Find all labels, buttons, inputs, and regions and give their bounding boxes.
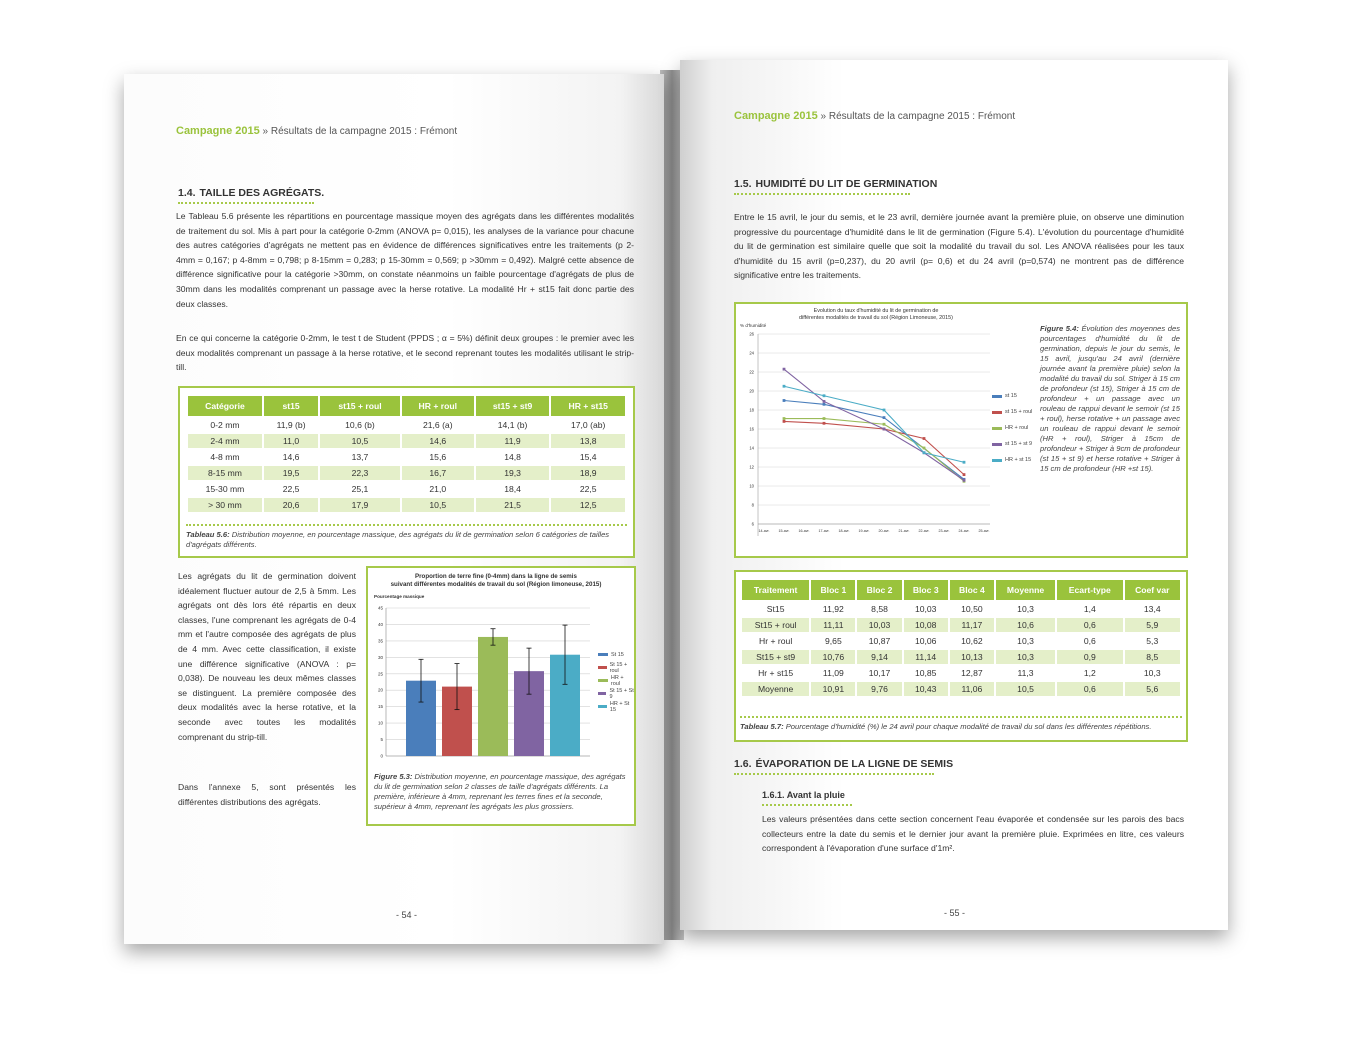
figure-caption: [374, 772, 628, 812]
y-axis-label: % d'humidité: [740, 323, 767, 328]
y-tick-label: 15: [377, 704, 383, 710]
legend-entry: [992, 404, 1032, 420]
y-tick-label: 24: [749, 350, 754, 356]
column-header: Bloc 2: [857, 580, 901, 600]
column-header: HR + roul: [402, 396, 474, 416]
table-cell: 11,9: [476, 434, 550, 448]
table-cell: 10,03: [904, 602, 948, 616]
data-point: [823, 422, 826, 425]
y-tick-label: 22: [749, 369, 754, 375]
caption-label: Tableau 5.7:: [740, 722, 784, 731]
table-cell: 10,3: [1125, 666, 1180, 680]
legend-swatch: [598, 692, 606, 695]
legend-label: HR + roul: [610, 674, 624, 687]
page-number: - 54 -: [396, 910, 418, 920]
legend-swatch: [992, 395, 1002, 398]
x-tick-label: 23-avr.: [938, 529, 950, 533]
x-tick-label: 18-avr.: [838, 529, 850, 533]
section-number: 1.4.: [178, 187, 196, 199]
data-point: [923, 447, 926, 450]
x-tick-label: 16-avr.: [798, 529, 810, 533]
table-cell: 11,11: [811, 618, 855, 632]
legend-entry: [598, 700, 634, 713]
series-line: [784, 401, 964, 480]
section-heading: [178, 187, 324, 199]
table-cell: 8-15 mm: [188, 466, 262, 480]
table-cell: 10,5: [320, 434, 400, 448]
legend-label: St 15: [611, 651, 624, 658]
x-tick-label: 21-avr.: [898, 529, 910, 533]
table-cell: 10,6 (b): [320, 418, 400, 432]
y-tick-label: 18: [749, 407, 754, 413]
section-heading: [734, 758, 953, 770]
table-cell: 0,6: [1057, 618, 1122, 632]
table-cell: 19,3: [476, 466, 550, 480]
table-cell: 8,5: [1125, 650, 1180, 664]
caption-label: Figure 5.3:: [374, 772, 413, 781]
data-point: [783, 420, 786, 423]
data-point: [823, 403, 826, 406]
legend-swatch: [992, 411, 1002, 414]
line-chart-legend: [992, 388, 1032, 468]
table-cell: 15,4: [551, 450, 625, 464]
running-head-text: » Résultats de la campagne 2015 : Frémont: [259, 126, 458, 137]
table-cell: 21,6 (a): [402, 418, 474, 432]
table-cell: 17,9: [320, 498, 400, 512]
column-header: Traitement: [742, 580, 809, 600]
subsection-title: Avant la pluie: [786, 790, 845, 800]
legend-swatch: [598, 653, 608, 656]
table-row: [742, 602, 1180, 616]
figure-5-4-box: [734, 302, 1188, 558]
y-tick-label: 16: [749, 426, 754, 432]
table-cell: 5,6: [1125, 682, 1180, 696]
caption-text: Distribution moyenne, en pourcentage massique, des agrégats du lit de germination selon 6 catégories de tailles d'agrégats différents.: [186, 530, 610, 549]
table-cell: Moyenne: [742, 682, 809, 696]
table-cell: 21,5: [476, 498, 550, 512]
x-tick-label: 15-avr.: [778, 529, 790, 533]
table-cell: St15 + st9: [742, 650, 809, 664]
legend-entry: [598, 648, 634, 661]
table-cell: 11,09: [811, 666, 855, 680]
data-point: [823, 417, 826, 420]
paragraph: Dans l'annexe 5, sont présentés les différentes distributions des agrégats.: [178, 782, 356, 807]
legend-entry: [598, 687, 634, 700]
table-cell: 11,14: [904, 650, 948, 664]
column-header: Catégorie: [188, 396, 262, 416]
table-cell: 19,5: [264, 466, 318, 480]
column-header: Moyenne: [996, 580, 1055, 600]
table-cell: 10,03: [857, 618, 901, 632]
y-tick-label: 5: [380, 737, 383, 743]
table-cell: 16,7: [402, 466, 474, 480]
column-header: st15 + st9: [476, 396, 550, 416]
table-cell: 14,8: [476, 450, 550, 464]
table-cell: 25,1: [320, 482, 400, 496]
column-header: Ecart-type: [1057, 580, 1122, 600]
table-cell: 5,3: [1125, 634, 1180, 648]
y-tick-label: 10: [377, 720, 383, 726]
table-cell: 9,14: [857, 650, 901, 664]
section-title: HUMIDITÉ DU LIT DE GERMINATION: [755, 178, 938, 190]
legend-entry: [598, 674, 634, 687]
table-cell: 22,5: [264, 482, 318, 496]
running-head-text: » Résultats de la campagne 2015 : Frémont: [817, 111, 1016, 122]
legend-swatch: [992, 427, 1002, 430]
section-heading: [734, 178, 937, 190]
table-cell: Hr + roul: [742, 634, 809, 648]
column-header: Coef var: [1125, 580, 1180, 600]
table-5-7-box: [734, 570, 1188, 742]
table-row: [742, 666, 1180, 680]
table-cell: 17,0 (ab): [551, 418, 625, 432]
table-underline: [740, 716, 1182, 718]
y-tick-label: 25: [377, 671, 383, 677]
column-header: Bloc 4: [950, 580, 994, 600]
legend-entry: [992, 388, 1032, 404]
paragraph: En ce qui concerne la catégorie 0-2mm, le test t de Student (PPDS ; α = 5%) définit deux groupes : le premier avec les deux modalités comprenant un passage à la herse rotative, et le second reprenant toutes les modalités utilisant le strip-till.: [176, 333, 634, 373]
data-point: [883, 416, 886, 419]
left-page: [124, 74, 664, 944]
table-row: [188, 418, 625, 432]
table-cell: 13,7: [320, 450, 400, 464]
section-underline: [734, 773, 934, 775]
table-cell: 13,8: [551, 434, 625, 448]
running-head-campaign: Campagne 2015: [734, 110, 818, 122]
bar-chart: [368, 568, 634, 764]
legend-swatch: [598, 666, 607, 669]
table-caption: [740, 722, 1182, 732]
table-cell: 10,62: [950, 634, 994, 648]
y-tick-label: 10: [749, 483, 754, 489]
legend-label: st 15 + roul: [1005, 409, 1033, 415]
table-cell: 1,4: [1057, 602, 1122, 616]
table-row: [188, 450, 625, 464]
table-row: [742, 618, 1180, 632]
subsection-underline: [762, 804, 852, 806]
table-cell: 10,3: [996, 650, 1055, 664]
table-underline: [186, 524, 627, 526]
data-point: [883, 423, 886, 426]
data-point: [883, 409, 886, 412]
data-point: [783, 399, 786, 402]
y-tick-label: 45: [377, 605, 383, 611]
bar-chart-legend: [598, 648, 634, 713]
column-header: st15: [264, 396, 318, 416]
series-line: [784, 369, 964, 480]
y-tick-label: 20: [377, 687, 383, 693]
table-cell: 10,13: [950, 650, 994, 664]
bar: [478, 637, 508, 756]
paragraph: Les agrégats du lit de germination doivent idéalement fluctuer autour de 2,5 à 5mm. Les agrégats ont dès lors été répartis en deux classes, l'une comprenant les agrégats de 0-4 mm et l'autre composée des agrégats de plus de 4 mm. Avec cette classification, il existe une différence significative (ANOVA : p= 0,038). De nouveau les deux mêmes classes se distinguent. La première composée des deux modalités avec la herse rotative, et la seconde avec toutes les modalités comprenant du strip-till.: [178, 571, 356, 742]
legend-label: St 15 + St 9: [609, 687, 634, 700]
legend-entry: [992, 436, 1032, 452]
y-tick-label: 26: [749, 331, 754, 337]
table-cell: 10,43: [904, 682, 948, 696]
table-cell: 9,65: [811, 634, 855, 648]
legend-swatch: [992, 459, 1002, 462]
caption-text: Pourcentage d'humidité (%) le 24 avril pour chaque modalité de travail du sol dans les différentes répétitions.: [783, 722, 1152, 731]
table-cell: 12,5: [551, 498, 625, 512]
table-row: [188, 498, 625, 512]
table-cell: 22,3: [320, 466, 400, 480]
table-row: [188, 466, 625, 480]
table-cell: 10,08: [904, 618, 948, 632]
legend-swatch: [598, 705, 607, 708]
legend-label: St 15 + roul: [609, 661, 628, 674]
caption-label: Tableau 5.6:: [186, 530, 230, 539]
legend-label: st 15 + st 9: [1005, 441, 1033, 447]
table-cell: St15 + roul: [742, 618, 809, 632]
table-row: [742, 682, 1180, 696]
table-cell: 2-4 mm: [188, 434, 262, 448]
data-point: [783, 368, 786, 371]
column-header: HR + st15: [551, 396, 625, 416]
x-tick-label: 24-avr.: [958, 529, 970, 533]
table-cell: 21,0: [402, 482, 474, 496]
legend-swatch: [598, 679, 608, 682]
table-cell: 20,6: [264, 498, 318, 512]
table-cell: 11,9 (b): [264, 418, 318, 432]
table-cell: 15-30 mm: [188, 482, 262, 496]
table-cell: 5,9: [1125, 618, 1180, 632]
table-cell: 10,91: [811, 682, 855, 696]
subsection-number: 1.6.1.: [762, 790, 785, 800]
data-point: [963, 473, 966, 476]
data-point: [923, 451, 926, 454]
table-cell: 0,9: [1057, 650, 1122, 664]
table-cell: 22,5: [551, 482, 625, 496]
table-cell: 10,5: [402, 498, 474, 512]
x-tick-label: 19-avr.: [858, 529, 870, 533]
column-header: Bloc 1: [811, 580, 855, 600]
section-underline: [734, 193, 910, 195]
legend-entry: [992, 420, 1032, 436]
table-5-6-box: [178, 386, 635, 558]
data-point: [963, 479, 966, 482]
caption-label: Figure 5.4:: [1040, 324, 1079, 333]
column-header: Bloc 3: [904, 580, 948, 600]
data-point: [923, 437, 926, 440]
table-cell: 10,3: [996, 602, 1055, 616]
table-cell: 4-8 mm: [188, 450, 262, 464]
table-cell: 10,76: [811, 650, 855, 664]
data-point: [823, 394, 826, 397]
table-cell: 11,92: [811, 602, 855, 616]
table-cell: 10,85: [904, 666, 948, 680]
y-tick-label: 20: [749, 388, 754, 394]
data-point: [963, 461, 966, 464]
table-cell: 10,50: [950, 602, 994, 616]
table-cell: 14,1 (b): [476, 418, 550, 432]
legend-label: HR + st 15: [1005, 457, 1032, 463]
data-point: [783, 417, 786, 420]
y-axis-label: Pourcentage massique: [374, 594, 425, 599]
table-cell: 0,6: [1057, 682, 1122, 696]
caption-text: Évolution des moyennes des pourcentages d'humidité du lit de germination, depuis le jour du semis, le 15 avril, jusqu'au 24 avril (dernière journée avant la première pluie) selon la modalité du travail du sol. Striger à 15 cm de profondeur (st 15), Striger à 15 cm de profondeur + un passage avec un rouleau de rappui devant le semoir (st 15 + roul), herse rotative + un passage avec un rouleau de rappui devant le semoir (HR + roul), Striger à 15cm de profondeur + Striger à 9cm de profondeur (st 15 + st 9) et herse rotative + Striger à 15 cm de profondeur (HR +st 15).: [1040, 324, 1181, 473]
y-tick-label: 35: [377, 638, 383, 644]
table-cell: 11,0: [264, 434, 318, 448]
legend-label: HR + St 15: [609, 700, 630, 713]
paragraph: Les valeurs présentées dans cette section concernent l'eau évaporée et condensée sur les parois des bacs collecteurs entre la date du semis et le dernier jour avant la première pluie. Exprimées en litre, ces valeurs correspondent à l'évaporation d'une surface d'1m².: [762, 814, 1184, 854]
table-row: [742, 634, 1180, 648]
table-cell: 9,76: [857, 682, 901, 696]
x-tick-label: 17-avr.: [818, 529, 830, 533]
table-cell: 8,58: [857, 602, 901, 616]
running-head: [176, 125, 457, 137]
table-cell: 12,87: [950, 666, 994, 680]
section-number: 1.5.: [734, 178, 752, 190]
section-title: ÉVAPORATION DE LA LIGNE DE SEMIS: [755, 758, 954, 770]
legend-swatch: [992, 443, 1002, 446]
y-tick-label: 6: [751, 521, 754, 527]
table-cell: 14,6: [264, 450, 318, 464]
chart-title: Proportion de terre fine (0-4mm) dans la ligne de semis suivant différentes modalités de travail du sol (Région limoneuse, 2015): [390, 573, 602, 588]
humidity-table: [740, 578, 1182, 698]
table-cell: 18,9: [551, 466, 625, 480]
x-tick-label: 20-avr.: [878, 529, 890, 533]
y-tick-label: 12: [749, 464, 754, 470]
subsection-heading: [762, 790, 845, 800]
table-cell: 10,6: [996, 618, 1055, 632]
table-cell: 18,4: [476, 482, 550, 496]
table-cell: 11,17: [950, 618, 994, 632]
table-cell: 10,06: [904, 634, 948, 648]
table-row: [188, 434, 625, 448]
y-tick-label: 8: [751, 502, 754, 508]
legend-entry: [598, 661, 634, 674]
table-caption: [186, 530, 627, 550]
table-row: [742, 650, 1180, 664]
chart-title: Evolution du taux d'humidité du lit de germination de différentes modalités de travail du sol (Région Limoneuse, 2015): [799, 308, 953, 321]
x-tick-label: 22-avr.: [918, 529, 930, 533]
table-cell: 10,17: [857, 666, 901, 680]
figure-5-3-box: [366, 566, 636, 826]
x-tick-label: 14-avr.: [758, 529, 770, 533]
page-number: - 55 -: [944, 908, 966, 918]
figure-caption: [1040, 324, 1180, 474]
legend-entry: [992, 452, 1032, 468]
table-cell: 1,2: [1057, 666, 1122, 680]
table-cell: St15: [742, 602, 809, 616]
table-cell: 14,6: [402, 434, 474, 448]
running-head-campaign: Campagne 2015: [176, 125, 260, 137]
legend-label: st 15: [1005, 393, 1017, 399]
table-cell: 0-2 mm: [188, 418, 262, 432]
section-underline: [178, 202, 314, 204]
x-tick-label: 25-avr.: [978, 529, 990, 533]
table-cell: 15,6: [402, 450, 474, 464]
table-cell: 13,4: [1125, 602, 1180, 616]
table-cell: 10,87: [857, 634, 901, 648]
table-cell: Hr + st15: [742, 666, 809, 680]
column-header: st15 + roul: [320, 396, 400, 416]
table-cell: 0,6: [1057, 634, 1122, 648]
y-tick-label: 14: [749, 445, 754, 451]
running-head: [734, 110, 1015, 122]
table-cell: 11,3: [996, 666, 1055, 680]
table-row: [188, 482, 625, 496]
aggregate-table: [186, 394, 627, 514]
data-point: [883, 428, 886, 431]
legend-label: HR + roul: [1005, 425, 1029, 431]
y-tick-label: 40: [377, 621, 383, 627]
table-cell: 11,06: [950, 682, 994, 696]
data-point: [783, 385, 786, 388]
section-number: 1.6.: [734, 758, 752, 770]
right-page: [680, 60, 1228, 930]
y-tick-label: 30: [377, 654, 383, 660]
table-cell: > 30 mm: [188, 498, 262, 512]
table-cell: 10,3: [996, 634, 1055, 648]
paragraph: Le Tableau 5.6 présente les répartitions en pourcentage massique moyen des agrégats dans les différentes modalités de traitement du sol. Mis à part pour la catégorie 0-2mm (ANOVA p= 0,015), les analyses de la variance pour chacune des autres catégories d'agrégats ne mettent pas en évidence de différences significatives entre les traitements (p 2-4mm = 0,167; p 4-8mm = 0,798; p 8-15mm = 0,283; p 15-30mm = 0,569; p >30mm = 0,492). Malgré cette absence de différence significative pour la catégorie >30mm, on constate néanmoins un faible pourcentage d'agrégats de plus de 30mm dans les modalités comprenant un passage avec la herse rotative. La modalité Hr + st15 fait donc partie des deux classes.: [176, 211, 634, 309]
caption-text: Distribution moyenne, en pourcentage massique, des agrégats du lit de germination selon 2 classes de taille d'agrégats différents. La première, inférieure à 4mm, reprenant les terres fines et la seconde, supérieur à 4mm, reprenant les agrégats les plus grossiers.: [374, 772, 626, 811]
paragraph: Entre le 15 avril, le jour du semis, et le 23 avril, dernière journée avant la première pluie, on observe une diminution progressive du pourcentage d'humidité dans le lit de germination (Figure 5.4). L'évolution du pourcentage d'humidité du lit de germination est similaire quelle que soit la modalité du travail du sol. Les ANOVA réalisées pour les taux d'humidité du 15 avril (p=0,237), du 20 avril (p= 0,6) et du 24 avril (p=0,574) ne montrent pas de différence significative entre les traitements.: [734, 212, 1184, 281]
section-title: TAILLE DES AGRÉGATS.: [199, 187, 325, 199]
table-cell: 10,5: [996, 682, 1055, 696]
y-tick-label: 0: [380, 753, 383, 759]
data-point: [823, 400, 826, 403]
